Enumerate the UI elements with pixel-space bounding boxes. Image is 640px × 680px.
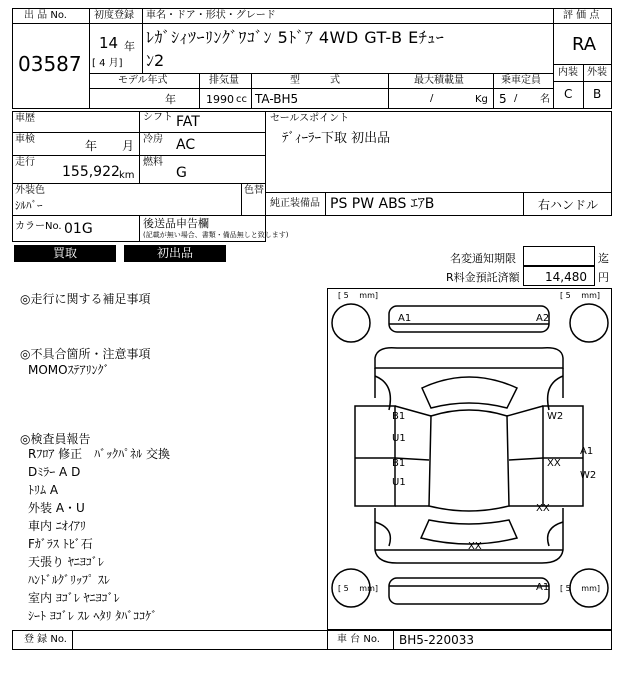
score-label: 評 価 点 xyxy=(563,10,600,21)
tire-depth-tr: [ 5 mm] xyxy=(560,291,601,300)
divider xyxy=(388,73,389,109)
mileage-label: 走行 xyxy=(15,157,35,168)
ac-label: 冷房 xyxy=(143,134,163,145)
mark-a1-rear: A1 xyxy=(536,582,550,593)
capacity-unit: 名 xyxy=(540,94,550,105)
tire-depth-bl: [ 5 mm] xyxy=(338,584,379,593)
mileage: 155,922 xyxy=(62,164,120,180)
defects-heading: ◎不具合箇所・注意事項 xyxy=(20,347,151,361)
mark-b1-rear-left: B1 xyxy=(392,458,406,469)
color-change-label: 色替 xyxy=(244,185,264,196)
tire-depth-br: [ 5 mm] xyxy=(560,584,601,593)
exterior-label: 外装 xyxy=(587,67,607,78)
lot-no-label: 出 品 No. xyxy=(24,10,67,21)
recycle-amount: 14,480 xyxy=(545,270,587,284)
divider xyxy=(89,23,143,24)
reg-no-label: 登 録 No. xyxy=(24,634,67,645)
color-label: 外装色 xyxy=(15,185,45,196)
divider xyxy=(583,64,584,109)
score: RA xyxy=(572,34,597,55)
car-name-line2: ﾝ2 xyxy=(146,51,165,70)
mileage-unit: km xyxy=(119,170,135,181)
interior-label: 内装 xyxy=(558,67,578,78)
divider xyxy=(12,183,266,184)
car-outline xyxy=(327,288,612,630)
divider xyxy=(89,88,554,89)
deadline-unit: 迄 xyxy=(598,252,609,265)
fuel-label: 燃料 xyxy=(143,157,163,168)
mark-xx-right-rear: XX xyxy=(536,503,550,514)
divider xyxy=(251,73,252,109)
defects-line: MOMOｽﾃｱﾘﾝｸﾞ xyxy=(28,363,110,377)
capacity-label: 乗車定員 xyxy=(501,75,541,86)
first-reg-label: 初度登録 xyxy=(94,10,134,21)
tire-depth-tl: [ 5 mm] xyxy=(338,291,379,300)
inspector-line: Rﾌﾛｱ 修正 ﾊﾞｯｸﾊﾟﾈﾙ 交換 xyxy=(28,447,170,461)
first-reg-year-unit: 年 xyxy=(124,40,135,53)
lot-no: 03587 xyxy=(18,52,82,76)
mark-u1-front-left: U1 xyxy=(392,433,406,444)
inspector-line: ｼｰﾄ ﾖｺﾞﾚ ｽﾚ ﾍﾀﾘ ﾀﾊﾞｺｺｹﾞ xyxy=(28,609,158,623)
first-listing-button[interactable]: 初出品 xyxy=(124,245,226,262)
exterior-grade: B xyxy=(593,87,602,101)
type-label: 型 式 xyxy=(290,75,340,86)
recycle-unit: 円 xyxy=(598,271,609,284)
inspector-line: ﾄﾘﾑ A xyxy=(28,483,59,497)
capacity-slash: / xyxy=(514,93,518,104)
sales-point-label: セールスポイント xyxy=(270,113,350,124)
history-label: 車歴 xyxy=(15,113,35,124)
inspector-line: Fｶﾞﾗｽ ﾄﾋﾞ石 xyxy=(28,537,93,551)
chassis-label: 車 台 No. xyxy=(337,634,380,645)
ac: AC xyxy=(176,137,196,153)
mark-a1-right: A1 xyxy=(580,446,594,457)
divider xyxy=(523,192,524,216)
equipment: PS PW ABS ｴｱB xyxy=(330,196,435,212)
sales-point: ﾃﾞｨｰﾗｰ下取 初出品 xyxy=(282,131,391,146)
divider xyxy=(241,183,242,215)
inspector-line: 外装 A・U xyxy=(28,501,85,515)
color-no-label: カラーNo. xyxy=(15,221,62,232)
divider xyxy=(493,73,494,109)
color-no: 01G xyxy=(64,221,93,237)
displacement-unit: cc xyxy=(236,94,247,105)
divider xyxy=(12,23,90,24)
divider xyxy=(553,23,612,24)
model-year-label: モデル年式 xyxy=(118,75,168,86)
interior-grade: C xyxy=(564,87,573,101)
recycle-label: R料金預託済額 xyxy=(446,271,520,284)
car-name-line1: ﾚｶﾞｼｨﾂｰﾘﾝｸﾞﾜｺﾞﾝ 5ﾄﾞｱ 4WD GT-B Eﾁｭｰ xyxy=(146,28,445,47)
driving-heading: ◎走行に関する補足事項 xyxy=(20,292,151,306)
shift-label: シフト xyxy=(143,112,173,123)
divider xyxy=(139,215,140,242)
inspector-line: 車内 ﾆｵｲｱﾘ xyxy=(28,519,86,533)
divider xyxy=(139,111,140,183)
deadline-label: 名変通知期限 xyxy=(450,252,516,265)
divider xyxy=(142,23,554,24)
displacement-label: 排気量 xyxy=(209,75,239,86)
type: TA-BH5 xyxy=(255,92,299,106)
shift: FAT xyxy=(176,114,200,130)
inspector-line: 天張り ﾔﾆﾖｺﾞﾚ xyxy=(28,555,104,569)
mark-w2-right: W2 xyxy=(580,470,597,481)
inspection-label: 車検 xyxy=(15,134,35,145)
color: ｼﾙﾊﾞｰ xyxy=(15,199,43,212)
fuel: G xyxy=(176,165,187,181)
capacity: 5 xyxy=(499,92,507,106)
divider xyxy=(199,73,200,109)
inspector-line: ﾊﾝﾄﾞﾙｸﾞﾘｯﾌﾟ ｽﾚ xyxy=(28,573,110,587)
inspector-heading: ◎検査員報告 xyxy=(20,432,91,446)
load-slash: / xyxy=(430,93,434,104)
car-name-label: 車名・ドア・形状・グレード xyxy=(146,10,276,21)
mark-a2-front: A2 xyxy=(536,313,550,324)
handle: 右ハンドル xyxy=(538,198,599,212)
inspection-month-unit: 月 xyxy=(122,139,135,153)
mark-u1-rear-left: U1 xyxy=(392,477,406,488)
mark-b1-front-left: B1 xyxy=(392,411,406,422)
model-year-unit: 年 xyxy=(165,93,176,106)
equipment-label: 純正装備品 xyxy=(270,198,320,209)
divider xyxy=(393,630,394,650)
load-label: 最大積載量 xyxy=(414,75,464,86)
mark-xx-rear-right-door: XX xyxy=(547,458,561,469)
purchase-button[interactable]: 買取 xyxy=(14,245,116,262)
divider xyxy=(72,630,73,650)
displacement: 1990 xyxy=(206,93,234,106)
after-report-label: 後送品申告欄 xyxy=(143,217,209,230)
load-unit: Kg xyxy=(475,94,488,105)
mark-xx-rear: XX xyxy=(468,541,482,552)
mark-w2-front-right: W2 xyxy=(547,411,564,422)
inspector-line: Dﾐﾗｰ A D xyxy=(28,465,81,479)
divider xyxy=(325,192,326,216)
first-reg-month: [ 4 月] xyxy=(92,58,123,69)
inspector-line: 室内 ﾖｺﾞﾚ ﾔﾆﾖｺﾞﾚ xyxy=(28,591,120,605)
deadline-value xyxy=(523,246,595,266)
mark-a1-front: A1 xyxy=(398,313,412,324)
after-report-note: (記載が無い場合、書類・備品無しと致します) xyxy=(143,231,289,239)
first-reg-year: 14 xyxy=(99,34,119,52)
chassis-no: BH5-220033 xyxy=(399,633,475,647)
inspection-year-unit: 年 xyxy=(85,139,98,153)
